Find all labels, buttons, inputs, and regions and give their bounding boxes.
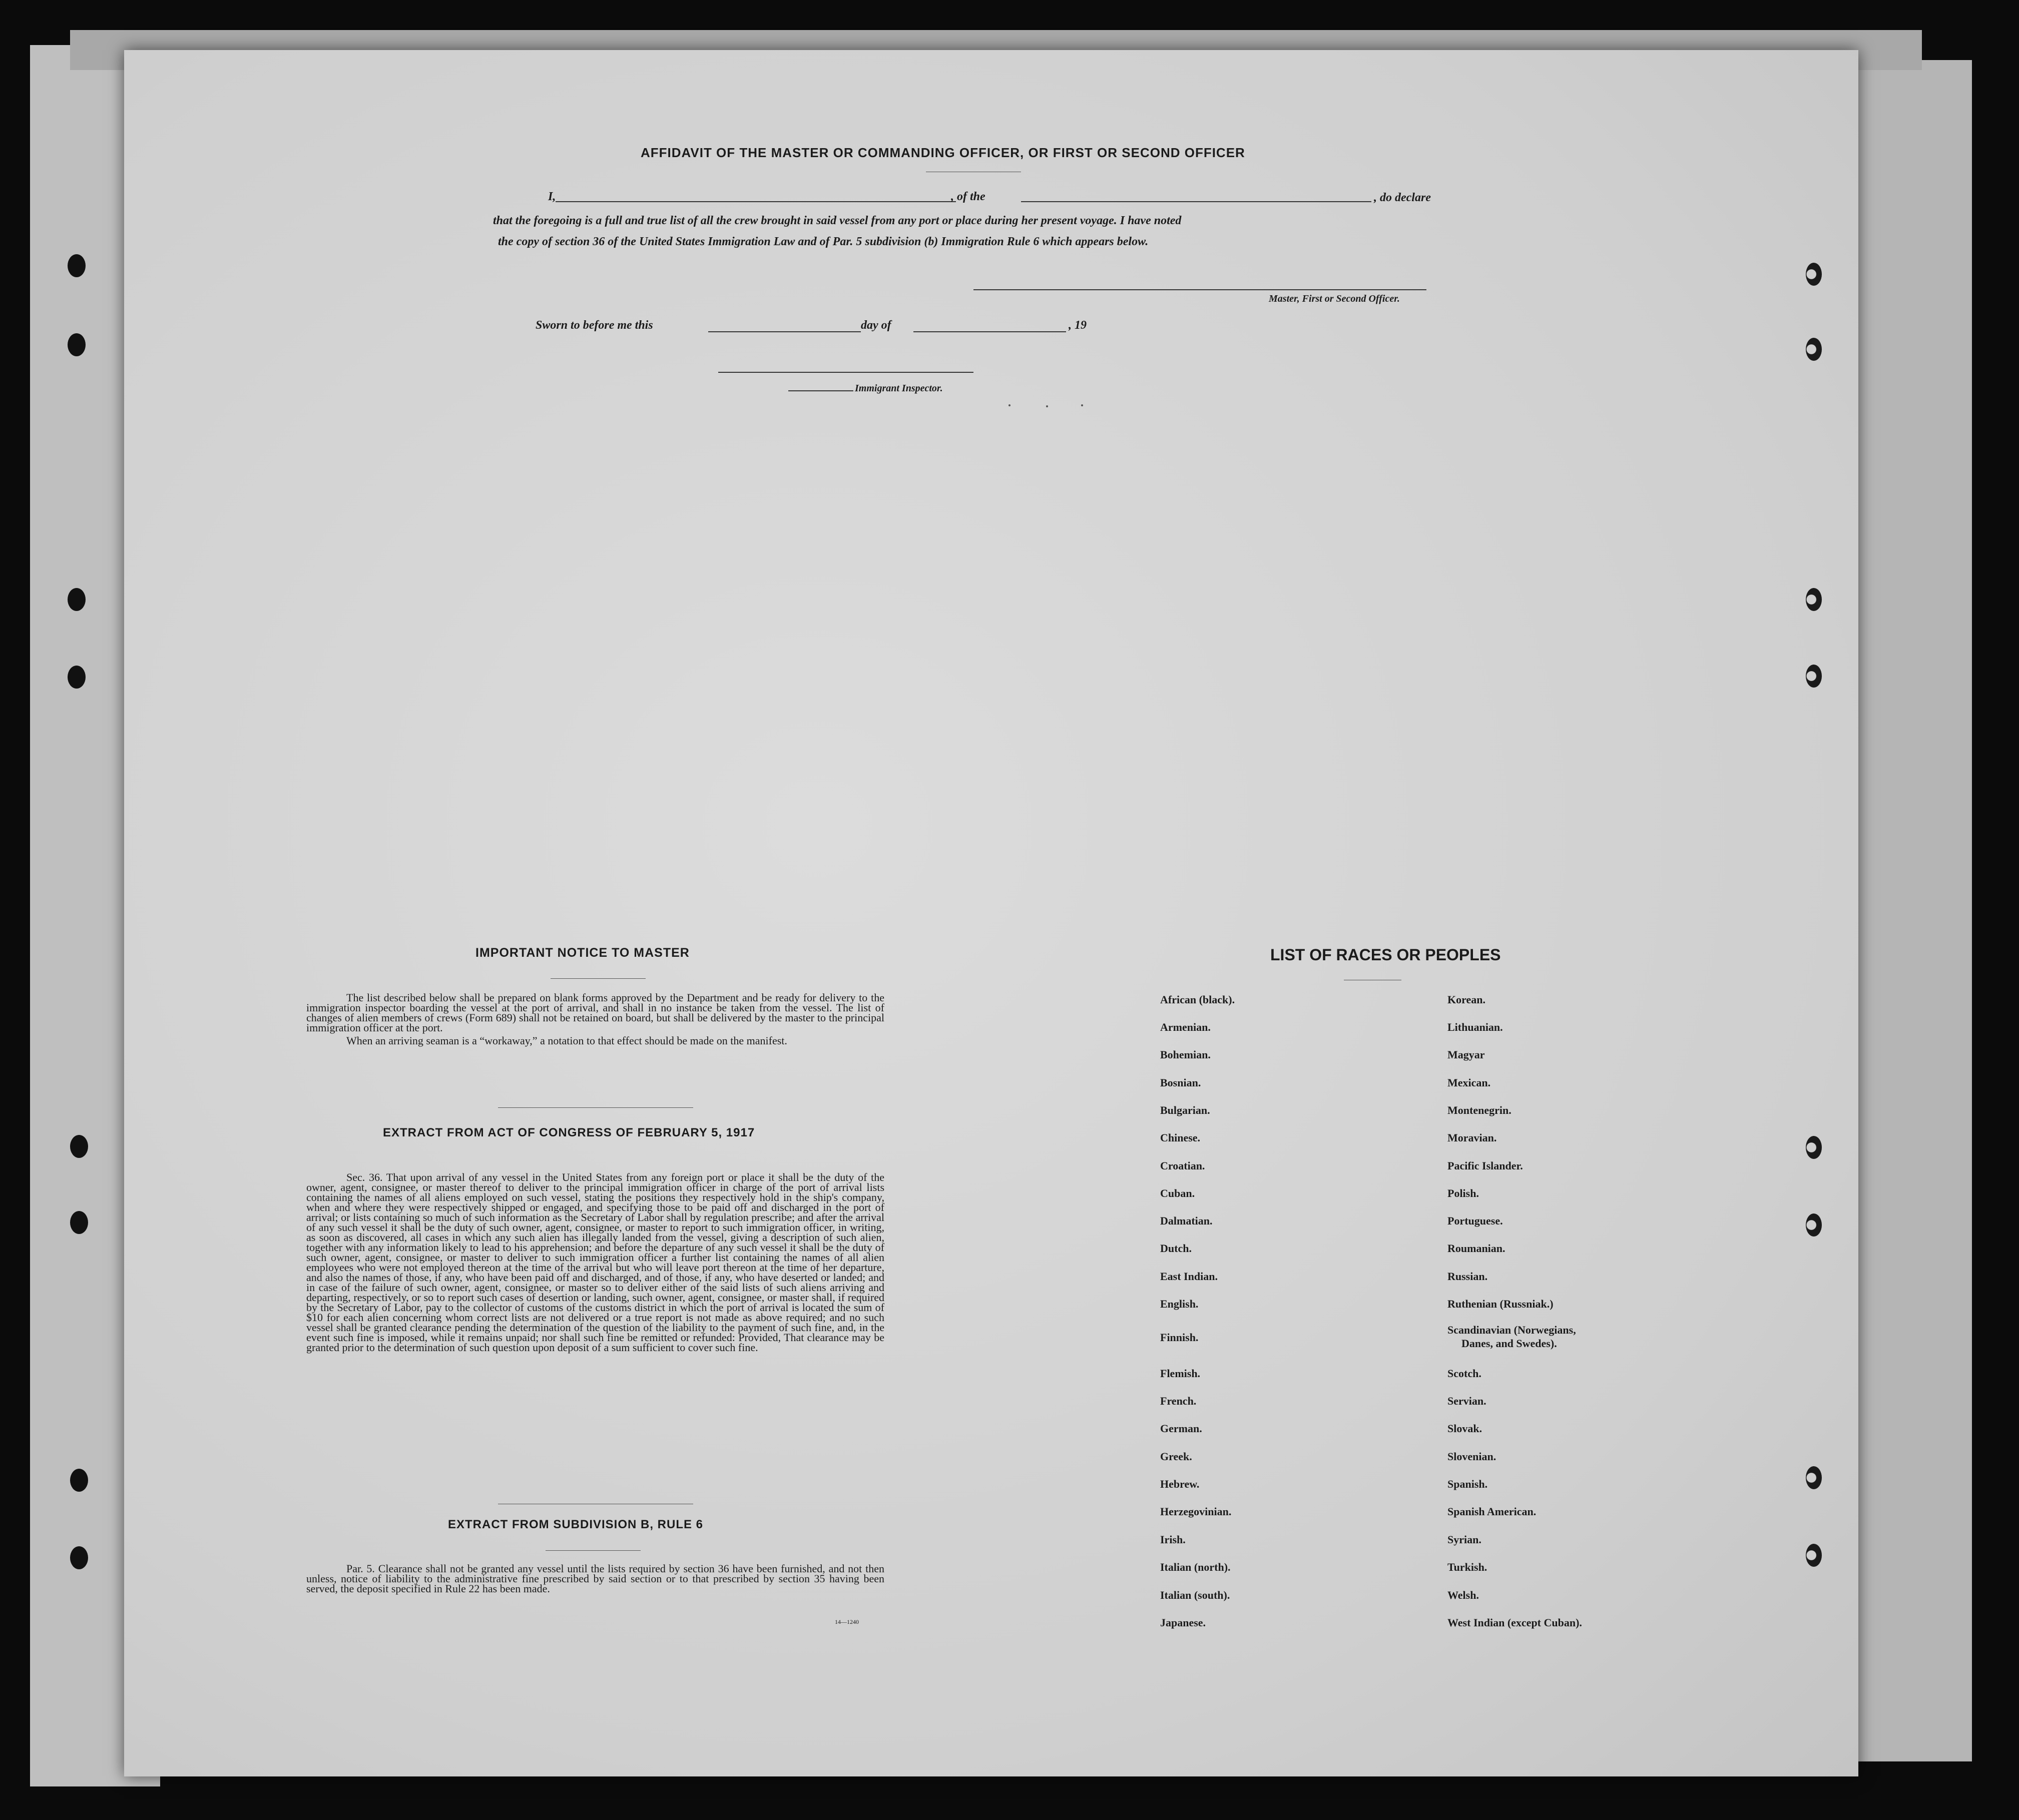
- inspector-signature-blank[interactable]: [718, 372, 973, 373]
- race-left: Bosnian.: [1160, 1076, 1201, 1089]
- race-left: Bulgarian.: [1160, 1104, 1210, 1116]
- affidavit-page: [124, 50, 1858, 1776]
- race-right: Pacific Islander.: [1447, 1159, 1523, 1172]
- divider: [546, 1550, 641, 1551]
- race-right: Scotch.: [1447, 1367, 1481, 1380]
- binder-hole: [68, 666, 86, 689]
- binder-hole: [68, 588, 86, 611]
- sworn-month-blank[interactable]: [913, 331, 1066, 332]
- binder-hole: [1806, 665, 1822, 688]
- affidavit-of-the: , of the: [951, 190, 985, 203]
- binder-hole: [1806, 263, 1822, 286]
- binder-hole: [1806, 338, 1822, 361]
- race-right: Lithuanian.: [1447, 1021, 1503, 1033]
- binder-hole: [70, 1211, 88, 1234]
- race-left: Japanese.: [1160, 1616, 1206, 1629]
- race-right: Portuguese.: [1447, 1215, 1503, 1227]
- extract-rule-text: Par. 5. Clearance shall not be granted any vessel until the lists required by section 36 have been furnished, and not then unless, notice of liability to the administrative fine prescribed by said section or to that prescribed by section 35 having been served, the deposit specified in Rule 22 has been made.: [306, 1562, 884, 1595]
- name-blank[interactable]: [556, 201, 956, 202]
- race-right: Moravian.: [1447, 1131, 1497, 1144]
- race-left: German.: [1160, 1422, 1202, 1435]
- speck: [1081, 404, 1083, 406]
- extract-act-text: Sec. 36. That upon arrival of any vessel in the United States from any foreign port or place it shall be the duty of the owner, agent, consignee, or master thereof to deliver to the principal immigration officer in charge of the port of arrival lists containing the names of all aliens employed on such vessel, stating the positions they respectively hold in the ship's company, when and where they were respectively shipped or engaged, and specifying those to be paid off and discharged in the port of arrival; or lists containing so much of such information as the Secretary of Labor shall by regulation prescribe; and after the arrival of any such vessel it shall be the duty of such owner, agent, consignee, or master to report to such immigration officer, in writing, as soon as discovered, all cases in which any such alien has illegally landed from the vessel, giving a description of such alien, together with any information likely to lead to his apprehension; and before the departure of any such vessel it shall be the duty of such owner, agent, consignee, or master to deliver to such immigration officer a further list containing the names of all alien employees who were not employed thereon at the time of the arrival but who will leave port thereon at the time of her departure, and also the names of those, if any, who have been paid off and discharged, and of those, if any, who have deserted or landed; and in case of the failure of such owner, agent, consignee, or master so to deliver either of the said lists of such aliens arriving and departing, respectively, or so to report such cases of desertion or landing, such owner, agent, consignee, or master shall, if required by the Secretary of Labor, pay to the collector of customs of the customs district in which the port of arrival is located the sum of $10 for each alien concerning whom correct lists are not delivered or a true report is not made as above required; and no such vessel shall be granted clearance pending the determination of the question of the liability to the payment of such fine, and, in the event such fine is imposed, while it remains unpaid; nor shall such fine be remitted or refunded: Provided, That clearance may be granted prior to the determination of such question upon deposit of a sum sufficient to cover such fine.: [306, 1171, 884, 1354]
- day-of-text: day of: [861, 319, 891, 332]
- affidavit-i: I,: [548, 190, 556, 203]
- inspector-caption: Immigrant Inspector.: [855, 383, 943, 394]
- underlying-page-right: [1852, 60, 1972, 1761]
- binder-hole: [68, 254, 86, 277]
- race-right: Mexican.: [1447, 1076, 1491, 1089]
- extract-rule-body: [306, 1564, 884, 1594]
- race-right: Spanish American.: [1447, 1505, 1537, 1518]
- race-right: Russian.: [1447, 1270, 1488, 1283]
- race-right: Korean.: [1447, 993, 1485, 1006]
- race-left: African (black).: [1160, 993, 1235, 1006]
- sworn-text: Sworn to before me this: [536, 319, 653, 332]
- race-right: Slovak.: [1447, 1422, 1482, 1435]
- race-left: Herzegovinian.: [1160, 1505, 1232, 1518]
- race-right: Turkish.: [1447, 1561, 1487, 1573]
- race-left: Italian (north).: [1160, 1561, 1231, 1573]
- affidavit-line3: the copy of section 36 of the United States Immigration Law and of Par. 5 subdivision (b) Immigration Rule 6 which appears below.: [498, 235, 1149, 248]
- affidavit-title: AFFIDAVIT OF THE MASTER OR COMMANDING OFFICER, OR FIRST OR SECOND OFFICER: [641, 145, 1245, 160]
- binder-hole: [1806, 1214, 1822, 1237]
- divider: [498, 1107, 693, 1108]
- race-left: Finnish.: [1160, 1331, 1199, 1344]
- race-left: Irish.: [1160, 1533, 1186, 1546]
- race-left: Bohemian.: [1160, 1048, 1211, 1061]
- notice-body: [306, 993, 884, 1046]
- binder-hole: [68, 333, 86, 356]
- race-left: Cuban.: [1160, 1187, 1195, 1199]
- notice-para-2: When an arriving seaman is a “workaway,” a notation to that effect should be made on the manifest.: [346, 1034, 787, 1047]
- race-left: English.: [1160, 1298, 1199, 1310]
- race-left: Italian (south).: [1160, 1589, 1230, 1601]
- race-right: Ruthenian (Russniak.): [1447, 1298, 1554, 1310]
- signature-caption: Master, First or Second Officer.: [1269, 293, 1400, 304]
- vessel-blank[interactable]: [1021, 201, 1371, 202]
- binder-hole: [1806, 588, 1822, 611]
- speck: [1046, 405, 1048, 407]
- race-left: Dutch.: [1160, 1242, 1192, 1255]
- race-right: Welsh.: [1447, 1589, 1479, 1601]
- race-left: French.: [1160, 1395, 1197, 1407]
- affidavit-declare: , do declare: [1374, 191, 1431, 204]
- binder-hole: [1806, 1466, 1822, 1489]
- race-right: Scandinavian (Norwegians,: [1447, 1324, 1576, 1336]
- race-right: Spanish.: [1447, 1478, 1488, 1490]
- binder-hole: [1806, 1544, 1822, 1567]
- binder-hole: [70, 1135, 88, 1158]
- race-left: Greek.: [1160, 1450, 1192, 1463]
- race-left: Armenian.: [1160, 1021, 1211, 1033]
- race-left: Dalmatian.: [1160, 1215, 1213, 1227]
- race-left: Flemish.: [1160, 1367, 1201, 1380]
- race-left: Croatian.: [1160, 1159, 1205, 1172]
- affidavit-line2: that the foregoing is a full and true list of all the crew brought in said vessel from any port or place during her present voyage. I have noted: [493, 214, 1182, 227]
- binder-hole: [70, 1469, 88, 1492]
- notice-title: IMPORTANT NOTICE TO MASTER: [475, 946, 690, 960]
- race-right: Syrian.: [1447, 1533, 1481, 1546]
- race-right: West Indian (except Cuban).: [1447, 1616, 1582, 1629]
- inspector-short-blank[interactable]: [788, 390, 853, 391]
- race-left: Chinese.: [1160, 1131, 1201, 1144]
- races-title: LIST OF RACES OR PEOPLES: [1270, 946, 1501, 964]
- notice-para-1: The list described below shall be prepared on blank forms approved by the Department and be ready for delivery to the immigration inspector boarding the vessel at the port of arrival, and shall in no instance be taken from the vessel. The list of changes of alien members of crews (Form 689) shall not be retained on board, but shall be delivered by the master to the principal immigration officer at the port.: [306, 991, 884, 1034]
- race-right: Slovenian.: [1447, 1450, 1496, 1463]
- race-right: Servian.: [1447, 1395, 1486, 1407]
- race-right: Roumanian.: [1447, 1242, 1505, 1255]
- race-right: Magyar: [1447, 1048, 1485, 1061]
- sworn-day-blank[interactable]: [708, 331, 861, 332]
- race-right: Montenegrin.: [1447, 1104, 1511, 1116]
- speck: [1008, 404, 1011, 406]
- race-left: Hebrew.: [1160, 1478, 1200, 1490]
- extract-act-title: EXTRACT FROM ACT OF CONGRESS OF FEBRUARY 5, 1917: [383, 1126, 755, 1139]
- binder-hole: [1806, 1136, 1822, 1159]
- form-number: 14—1240: [835, 1618, 859, 1625]
- divider: [551, 978, 646, 979]
- signature-blank[interactable]: [973, 289, 1426, 290]
- race-left: East Indian.: [1160, 1270, 1218, 1283]
- binder-hole: [70, 1546, 88, 1569]
- extract-act-body: [306, 1172, 884, 1353]
- race-right: Polish.: [1447, 1187, 1479, 1199]
- year-text: , 19: [1069, 319, 1087, 332]
- race-right-continuation: Danes, and Swedes).: [1461, 1337, 1557, 1350]
- extract-rule-title: EXTRACT FROM SUBDIVISION B, RULE 6: [448, 1518, 704, 1531]
